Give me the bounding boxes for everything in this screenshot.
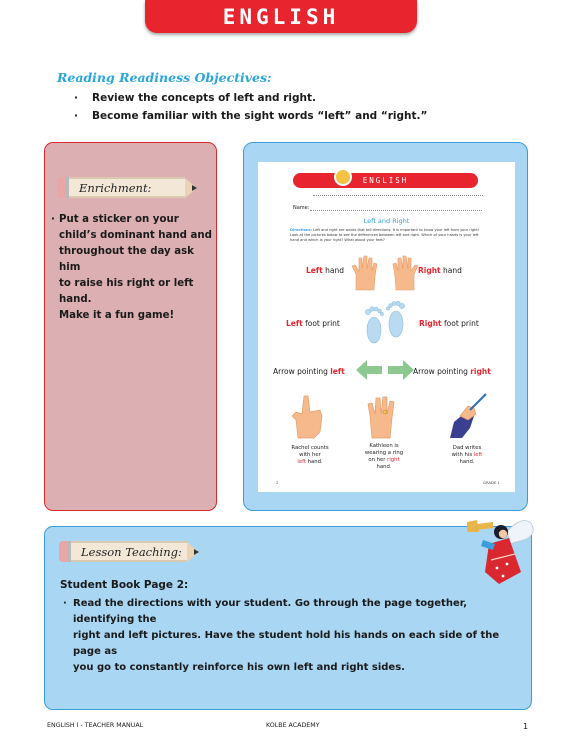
caption-rachel: Rachel counts with her left hand. bbox=[291, 445, 329, 465]
right-hand-label: Right hand bbox=[418, 266, 462, 275]
lesson-text: · Read the directions with your student. Go through the page together, identifying the right and left pictures. Have the student hold his hands on each side of the page as you go to constantly reinforce his own left and right sides. bbox=[63, 598, 500, 673]
footprints-icon bbox=[358, 300, 413, 350]
worksheet-title: Left and Right bbox=[363, 217, 410, 225]
hands-icon bbox=[350, 254, 420, 292]
objective-item: · Review the concepts of left and right. bbox=[74, 92, 317, 104]
enrichment-box bbox=[44, 142, 217, 511]
objective-item: · Become familiar with the sight words “left” and “right.” bbox=[74, 110, 428, 122]
caption-kathleen: Kathleen is wearing a ring on her right hand. bbox=[364, 443, 404, 470]
worksheet-rule bbox=[313, 195, 483, 196]
lesson-label: Lesson Teaching: bbox=[71, 541, 187, 562]
writing-hand-icon bbox=[444, 392, 490, 440]
books-logo-icon bbox=[334, 168, 352, 186]
worksheet-code: GRADE 1 bbox=[483, 480, 500, 485]
enrichment-text: · Put a sticker on your child’s dominant hand and throughout the day ask him to raise his right or left hand. Make it a fun game! bbox=[51, 214, 212, 321]
footer-page-number: 1 bbox=[523, 722, 529, 731]
arrow-left-label: Arrow pointing left bbox=[273, 367, 345, 376]
angel-icon bbox=[463, 510, 537, 588]
lesson-subtitle: Student Book Page 2: bbox=[60, 579, 189, 591]
header-title: ENGLISH bbox=[222, 4, 340, 29]
objectives-title: Reading Readiness Objectives: bbox=[57, 70, 272, 85]
lesson-pencil-label bbox=[59, 541, 199, 562]
left-foot-label: Left foot print bbox=[286, 319, 340, 328]
left-right-arrows-icon bbox=[356, 359, 414, 381]
lesson-box bbox=[44, 526, 532, 710]
pencil-tip-icon bbox=[187, 542, 199, 562]
counting-hand-icon bbox=[288, 392, 328, 440]
pencil-tip-icon bbox=[185, 178, 197, 198]
left-hand-label: Left hand bbox=[306, 266, 344, 275]
ring-hand-icon bbox=[362, 394, 402, 440]
header-tab bbox=[145, 0, 417, 33]
worksheet-header: ENGLISH bbox=[293, 173, 478, 188]
right-foot-label: Right foot print bbox=[419, 319, 479, 328]
footer-manual-title: ENGLISH I - TEACHER MANUAL bbox=[47, 722, 144, 729]
footer-publisher: KOLBE ACADEMY bbox=[266, 722, 320, 729]
worksheet-preview-box bbox=[243, 142, 528, 511]
enrichment-pencil-label bbox=[57, 177, 197, 198]
worksheet-name-label: Name: bbox=[293, 205, 310, 211]
arrow-right-label: Arrow pointing right bbox=[413, 367, 491, 376]
worksheet-name-line bbox=[310, 210, 482, 211]
caption-dad: Dad writes with his left hand. bbox=[451, 445, 483, 465]
worksheet-directions: Directions: Left and right are words that tell directions. It is important to know your left from your right! Look at the pictures below to see the differences between left and right. Which of your hands is your left hand and which is your right? What about your feet? bbox=[290, 228, 480, 242]
enrichment-label: Enrichment: bbox=[69, 177, 185, 198]
worksheet-page bbox=[258, 162, 515, 492]
worksheet-page-number: 2 bbox=[276, 480, 279, 485]
objectives-list bbox=[74, 89, 427, 125]
pencil-eraser-icon bbox=[59, 541, 71, 562]
pencil-eraser-icon bbox=[57, 177, 69, 198]
